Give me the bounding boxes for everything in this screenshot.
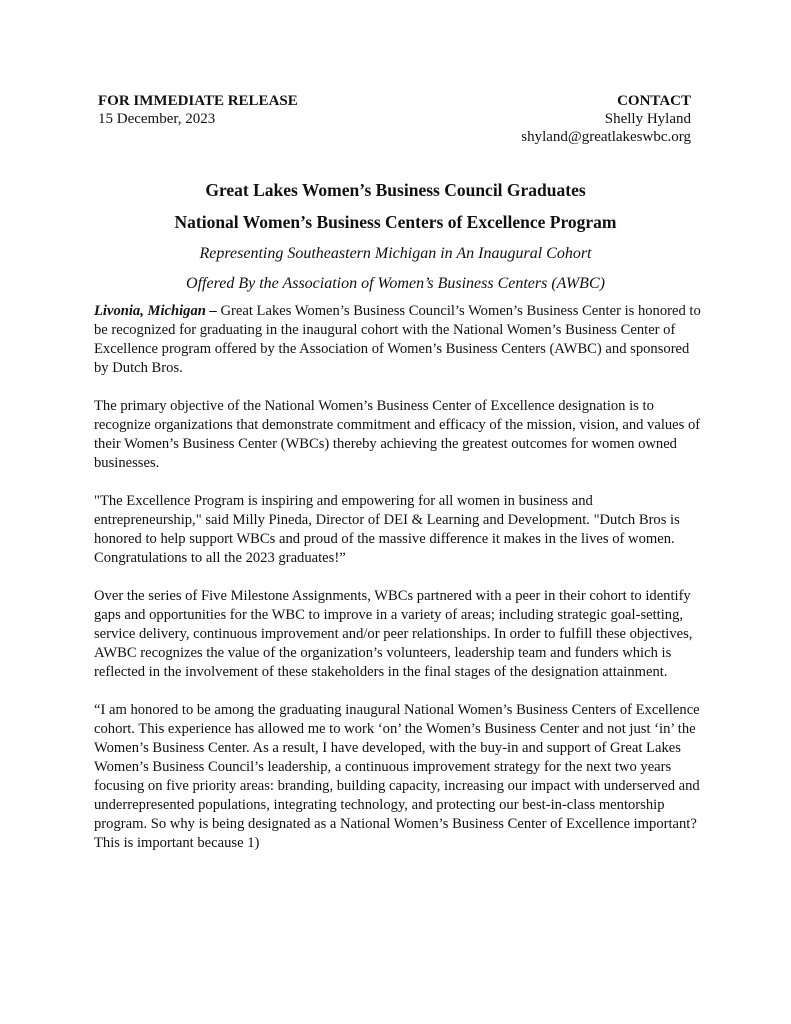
paragraph-3: "The Excellence Program is inspiring and empowering for all women in business and entrepreneurship," said Milly Pineda, Director of DEI & Learning and Development. "Dutch Bros is honored to help support WBCs and proud of the massive difference it makes in the lives of women. Congratulations to all the 2023 graduates!” xyxy=(94,493,680,566)
paragraph-1-text: Great Lakes Women’s Business Council’s Women’s Business Center is honored to be recognized for graduating in the inaugural cohort with the National Women’s Business Center of Excellence program offered by the Association of Women’s Business Centers (AWBC) and sponsored by Dutch Bros. xyxy=(94,303,701,376)
subheadline-line-1: Representing Southeastern Michigan in An Inaugural Cohort xyxy=(199,245,592,262)
paragraph-1 xyxy=(94,302,704,378)
contact-name: Shelly Hyland xyxy=(604,111,691,127)
headline-line-1: Great Lakes Women’s Business Council Graduates xyxy=(205,180,586,200)
release-date: 15 December, 2023 xyxy=(98,111,216,127)
contact-label: CONTACT xyxy=(617,93,691,109)
paragraph-2: The primary objective of the National Women’s Business Center of Excellence designation is to recognize organizations that demonstrate commitment and efficacy of the mission, vision, and values of their Women’s Business Center (WBCs) thereby achieving the greatest outcomes for women owned businesses. xyxy=(94,398,701,471)
paragraph-5: “I am honored to be among the graduating inaugural National Women’s Business Centers of Excellence cohort. This experience has allowed me to work ‘on’ the Women’s Business Center and not just ‘in’ the Women’s Business Center. As a result, I have developed, with the buy-in and support of Great Lakes Women’s Business Council’s leadership, a continuous improvement strategy for the next two years focusing on five priority areas: branding, building capacity, increasing our impact with underserved and underrepresented populations, integrating technology, and protecting our best-in-class mentorship program. So why is being designated as a National Women’s Business Center of Excellence important? This is important because 1) xyxy=(94,702,700,851)
release-block xyxy=(98,92,298,128)
headline-line-2: National Women’s Business Centers of Excellence Program xyxy=(174,212,617,232)
contact-email: shyland@greatlakeswbc.org xyxy=(521,129,691,145)
subheadline-line-2: Offered By the Association of Women’s Business Centers (AWBC) xyxy=(186,275,605,292)
dateline: Livonia, Michigan – xyxy=(94,303,217,319)
press-release-body xyxy=(94,302,704,872)
paragraph-4: Over the series of Five Milestone Assignments, WBCs partnered with a peer in their cohort to identify gaps and opportunities for the WBC to improve in a variety of areas; including strategic goal-setting, service delivery, continuous improvement and/or peer relationships. In order to fulfill these objectives, AWBC recognizes the value of the organization’s volunteers, leadership team and funders which is reflected in the involvement of these stakeholders in the final stages of the designation attainment. xyxy=(94,588,693,680)
release-label: FOR IMMEDIATE RELEASE xyxy=(98,93,298,109)
contact-block xyxy=(521,92,691,146)
